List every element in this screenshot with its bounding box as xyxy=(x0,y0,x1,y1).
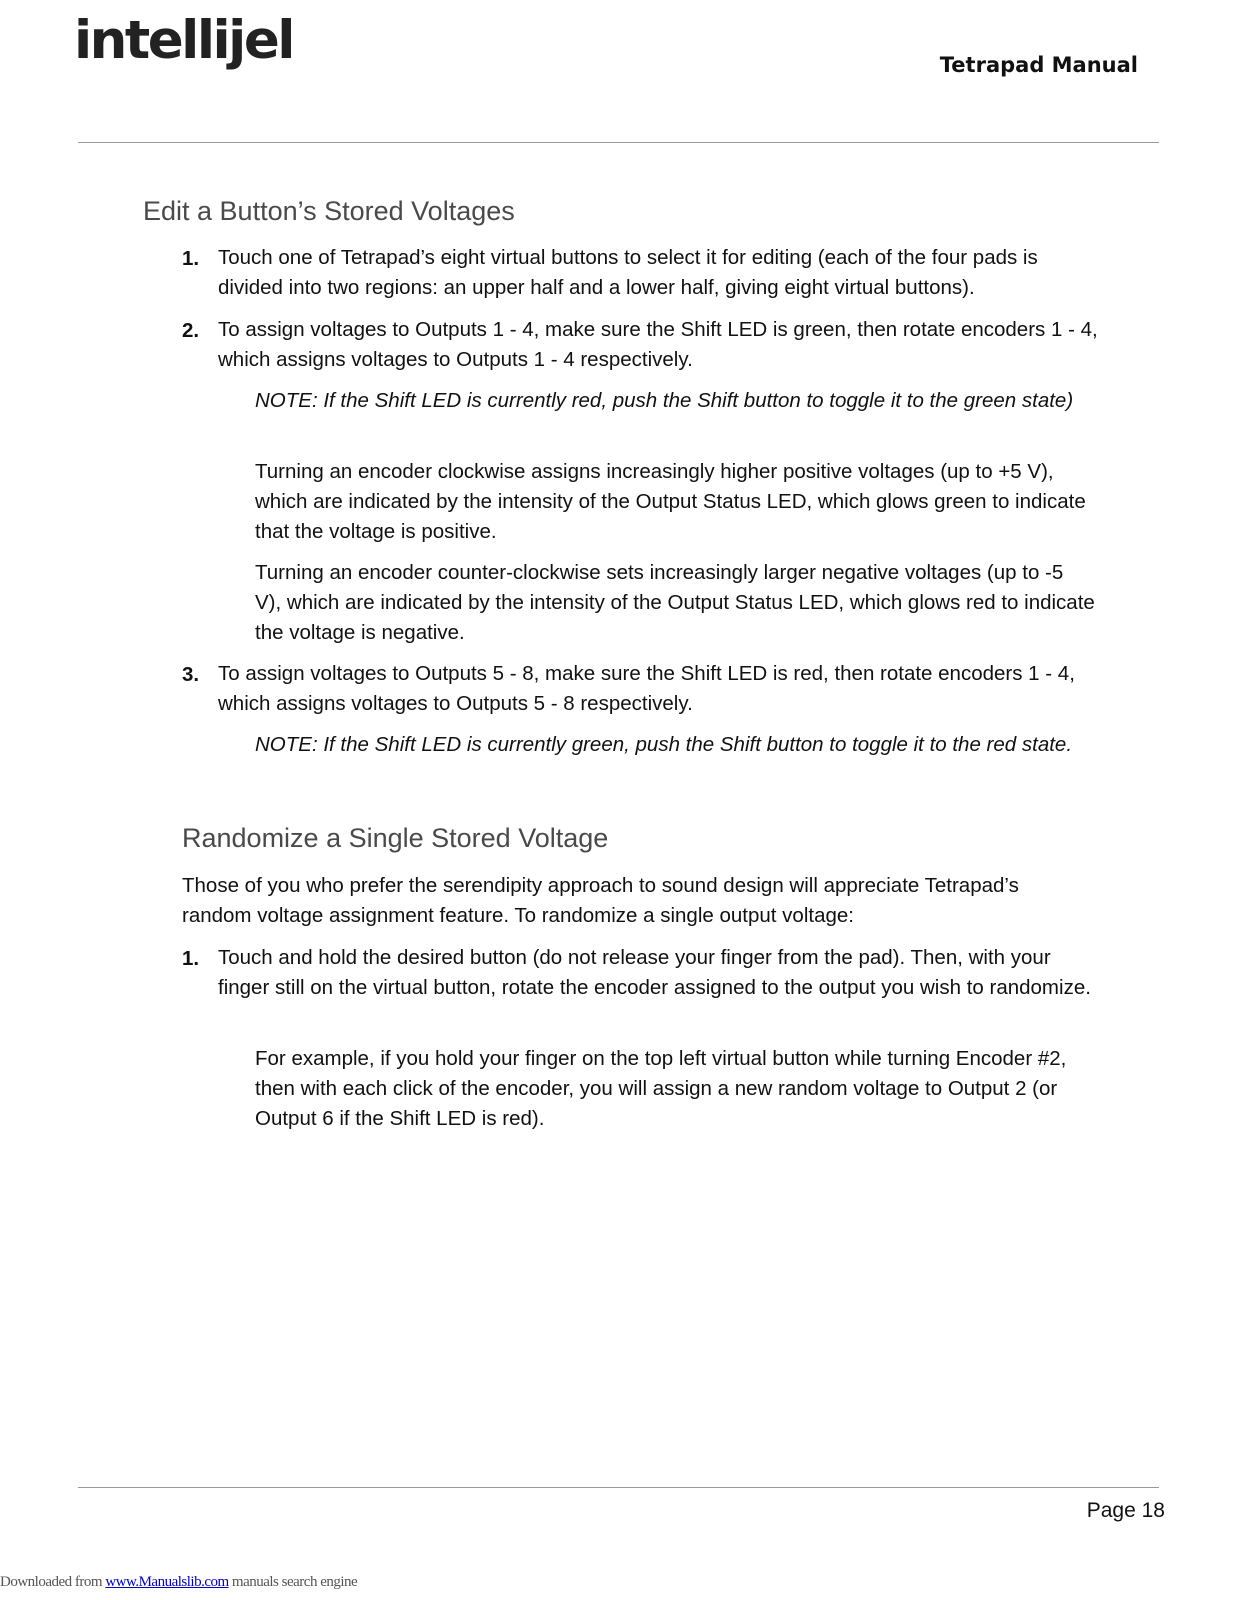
example-paragraph: For example, if you hold your finger on the top left virtual button while turning Encoder #2, then with each click of the encoder, you will assign a new random voltage to Output 2 (or Output 6 if the Shift LED is red). xyxy=(255,1047,1067,1130)
note-text: NOTE: If the Shift LED is currently red, push the Shift button to toggle it to the green state) xyxy=(255,389,1074,412)
download-footer xyxy=(0,1574,357,1591)
page-number: Page 18 xyxy=(1086,1499,1165,1522)
intro-paragraph: Those of you who prefer the serendipity approach to sound design will appreciate Tetrapad’s random voltage assignment feature. To randomize a single output voltage: xyxy=(182,874,1019,927)
paragraph-clockwise: Turning an encoder clockwise assigns increasingly higher positive voltages (up to +5 V), which are indicated by the intensity of the Output Status LED, which glows green to indicate that the voltage is positive. xyxy=(255,460,1086,543)
manualslib-link[interactable]: www.Manualslib.com xyxy=(105,1574,229,1590)
list-number: 2. xyxy=(182,319,200,342)
section-heading-randomize: Randomize a Single Stored Voltage xyxy=(182,823,609,853)
header-divider xyxy=(78,142,1159,143)
footer-prefix: Downloaded from xyxy=(0,1574,106,1590)
list-number: 3. xyxy=(182,663,200,686)
list-number: 1. xyxy=(182,947,200,970)
document-title: Tetrapad Manual xyxy=(939,53,1138,77)
list-item-text: To assign voltages to Outputs 1 - 4, make sure the Shift LED is green, then rotate encoders 1 - 4, which assigns voltages to Outputs 1 - 4 respectively. xyxy=(218,318,1098,371)
list-item-text: Touch and hold the desired button (do not release your finger from the pad). Then, with your finger still on the virtual button, rotate the encoder assigned to the output you wish to randomize. xyxy=(218,946,1091,999)
intellijel-logo: intellijel xyxy=(74,10,293,71)
footer-divider xyxy=(78,1487,1159,1488)
list-number: 1. xyxy=(182,247,200,270)
note-text: NOTE: If the Shift LED is currently green, push the Shift button to toggle it to the red state. xyxy=(255,733,1073,756)
paragraph-counter-clockwise: Turning an encoder counter-clockwise sets increasingly larger negative voltages (up to -5 V), which are indicated by the intensity of the Output Status LED, which glows red to indicate the voltage is negative. xyxy=(255,561,1095,644)
list-item-text: To assign voltages to Outputs 5 - 8, make sure the Shift LED is red, then rotate encoders 1 - 4, which assigns voltages to Outputs 5 - 8 respectively. xyxy=(218,662,1075,715)
section-heading-edit-voltages: Edit a Button’s Stored Voltages xyxy=(143,196,515,226)
list-item-text: Touch one of Tetrapad’s eight virtual buttons to select it for editing (each of the four pads is divided into two regions: an upper half and a lower half, giving eight virtual buttons). xyxy=(218,246,1038,299)
footer-suffix: manuals search engine xyxy=(228,1574,358,1590)
